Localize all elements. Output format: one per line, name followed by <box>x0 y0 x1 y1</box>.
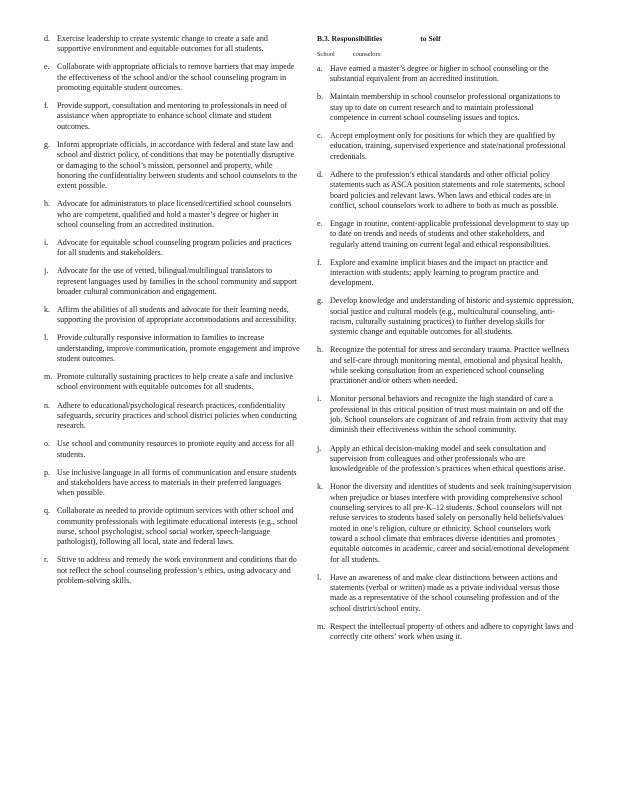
list-item <box>317 92 574 123</box>
list-item <box>317 219 574 250</box>
item-text: Maintain membership in school counselor professional organizations to stay up to date on current research and to maintain professional competence in current school counseling issues and topics. <box>330 92 561 123</box>
item-marker: f. <box>317 257 322 267</box>
list-item <box>317 622 574 643</box>
item-marker: h. <box>44 199 51 209</box>
list-item <box>44 305 300 326</box>
list-item <box>44 34 300 55</box>
item-text: Advocate for equitable school counseling program policies and practices for all students and stakeholders. <box>57 237 292 258</box>
list-item <box>317 64 574 85</box>
list-item <box>44 372 300 393</box>
section-heading-tail: to Self <box>420 34 441 43</box>
list-item <box>44 101 300 132</box>
item-text: Collaborate as needed to provide optimum services with other school and community professionals with legitimate educational interests (e.g., school nurse, school psychologist, school social worker, speech-language pathologist), following all local, state and federal laws. <box>57 506 298 547</box>
list-item <box>317 131 574 162</box>
list-item <box>317 258 574 289</box>
item-marker: q. <box>44 506 51 516</box>
item-text: Promote culturally sustaining practices to help create a safe and inclusive school environment with equitable outcomes for all students. <box>57 372 293 392</box>
item-marker: o. <box>44 439 51 449</box>
subheading-counselors: counselors: <box>352 51 382 58</box>
list-item <box>44 62 300 93</box>
list-item <box>317 394 574 435</box>
item-marker: l. <box>317 572 322 582</box>
item-text: Use inclusive language in all forms of communication and ensure students and stakeholders have access to materials in their preferred languages when possible. <box>57 467 297 498</box>
list-item <box>44 238 300 259</box>
item-marker: k. <box>317 482 324 492</box>
item-text: Accept employment only for positions for which they are qualified by education, training, supervised experience and state/national professional credentials. <box>330 131 566 161</box>
item-marker: e. <box>44 62 50 72</box>
item-marker: e. <box>317 218 323 228</box>
item-text: Explore and examine implicit biases and the impact on practice and interaction with students; apply learning to program practice and development. <box>330 257 548 288</box>
list-item <box>44 401 300 432</box>
item-text: Apply an ethical decision-making model and seek consultation and supervision from colleagues and other professionals who are knowledgeable of the profession’s practices when ethical questions arise. <box>330 443 566 474</box>
item-text: Adhere to educational/psychological research practices, confidentiality safeguards, security practices and school district policies when conducting research. <box>57 400 297 431</box>
item-marker: j. <box>317 443 322 453</box>
right-column <box>317 34 574 650</box>
item-marker: n. <box>44 400 51 410</box>
item-text: Strive to address and remedy the work environment and conditions that do not reflect the school counseling profession’s ethics, using advocacy and problem-solving skills. <box>57 555 297 586</box>
item-marker: g. <box>44 139 51 149</box>
item-marker: k. <box>44 305 51 315</box>
list-item <box>44 199 300 230</box>
list-item <box>44 555 300 586</box>
item-marker: j. <box>44 266 49 276</box>
item-marker: h. <box>317 345 324 355</box>
item-marker: l. <box>44 333 49 343</box>
list-item <box>317 170 574 211</box>
item-text: Inform appropriate officials, in accordance with federal and state law and school and district policy, of conditions that may be potentially disruptive or damaging to the school’s mission, personnel and property, while honoring the confidentiality between students and school counselors to the extent possible. <box>57 139 298 191</box>
item-text: Respect the intellectual property of others and adhere to copyright laws and correctly cite others’ work when using it. <box>330 621 574 642</box>
item-text: Advocate for administrators to place licensed/certified school counselors who are competent, qualified and hold a master’s degree or higher in school counseling from an accredited institution. <box>57 199 292 229</box>
list-item <box>317 573 574 614</box>
section-subheading <box>317 50 574 59</box>
item-marker: g. <box>317 296 324 306</box>
section-heading-main: B.3. Responsibilities <box>317 34 383 43</box>
item-marker: f. <box>44 101 49 111</box>
item-text: Honor the diversity and identities of students and seek training/supervision when prejudice or biases interfere with providing comprehensive school counseling services to all pre-K–12 students. School counselors will not refuse services to students based solely on personally held beliefs/values rooted in one’s religion, culture or ethnicity. School counselors work toward a school climate that embraces diverse identities and promotes equitable outcomes in academic, career and social/emotional development for all students. <box>330 482 572 564</box>
item-text: Advocate for the use of vetted, bilingual/multilingual translators to represent languages used by families in the school community and support broader cultural communication and engagement. <box>57 266 298 296</box>
item-marker: a. <box>317 64 323 73</box>
item-marker: d. <box>44 34 51 43</box>
item-marker: b. <box>317 92 324 102</box>
item-text: Affirm the abilities of all students and advocate for their learning needs, supporting the provision of appropriate accommodations and accessibility. <box>57 305 297 325</box>
item-text: Monitor personal behaviors and recognize the high standard of care a professional in this critical position of trust must maintain on and off the job. School counselors are cognizant of and refrain from activity that may diminish their effectiveness within the school community. <box>330 394 568 435</box>
item-text: Adhere to the profession’s ethical standards and other official policy statements such as ASCA position statements and role statements, school board policies and relevant laws. When laws and ethical codes are in conflict, school counselors work to adhere to both as much as possible. <box>330 169 566 210</box>
list-item <box>317 482 574 565</box>
list-item <box>317 296 574 337</box>
section-heading <box>317 34 574 44</box>
item-marker: i. <box>317 394 322 404</box>
item-text: Develop knowledge and understanding of historic and systemic oppression, social justice and cultural models (e.g., multicultural counseling, anti-racism, culturally sustaining practices) to further develop skills for systemic change and equitable outcomes for all students. <box>330 296 574 337</box>
list-item <box>317 444 574 475</box>
item-marker: c. <box>317 131 323 141</box>
item-text: Use school and community resources to promote equity and access for all students. <box>57 439 295 459</box>
list-item <box>44 468 300 499</box>
item-marker: r. <box>44 555 49 565</box>
item-text: Engage in routine, content-applicable professional development to stay up to date on trends and needs of students and other stakeholders, and regularly attend training on current legal and ethical responsibilities. <box>330 218 569 249</box>
item-text: Have an awareness of and make clear distinctions between actions and statements (verbal or written) made as a private individual versus those made as a representative of the school counseling profession and of the school district/school entity. <box>330 572 560 613</box>
item-text: Provide support, consultation and mentoring to professionals in need of assistance when appropriate to enhance school climate and student outcomes. <box>57 101 288 131</box>
item-text: Collaborate with appropriate officials to remove barriers that may impede the effectiveness of the school and/or the school counseling program in promoting equitable student outcomes. <box>57 62 295 93</box>
list-item <box>44 140 300 192</box>
item-marker: d. <box>317 169 324 179</box>
item-text: Exercise leadership to create systemic change to create a safe and supportive environment and equitable outcomes for all students. <box>57 34 268 54</box>
item-marker: p. <box>44 467 51 477</box>
list-item <box>44 266 300 297</box>
list-item <box>44 439 300 460</box>
item-marker: i. <box>44 237 49 247</box>
list-item <box>317 345 574 386</box>
item-text: Provide culturally responsive information to families to increase understanding, improve communication, promote engagement and improve student outcomes. <box>57 333 300 364</box>
list-item <box>44 506 300 547</box>
list-item <box>44 333 300 364</box>
item-text: Recognize the potential for stress and secondary trauma. Practice wellness and self-care through monitoring mental, emotional and physical health, while seeking consultation from an experienced school counseling practitioner and/or others when needed. <box>330 345 570 386</box>
left-column <box>44 34 300 594</box>
item-text: Have earned a master’s degree or higher in school counseling or the substantial equivalent from an accredited institution. <box>330 64 549 84</box>
item-marker: m. <box>317 621 326 631</box>
item-marker: m. <box>44 372 53 382</box>
subheading-school: School <box>317 51 335 58</box>
